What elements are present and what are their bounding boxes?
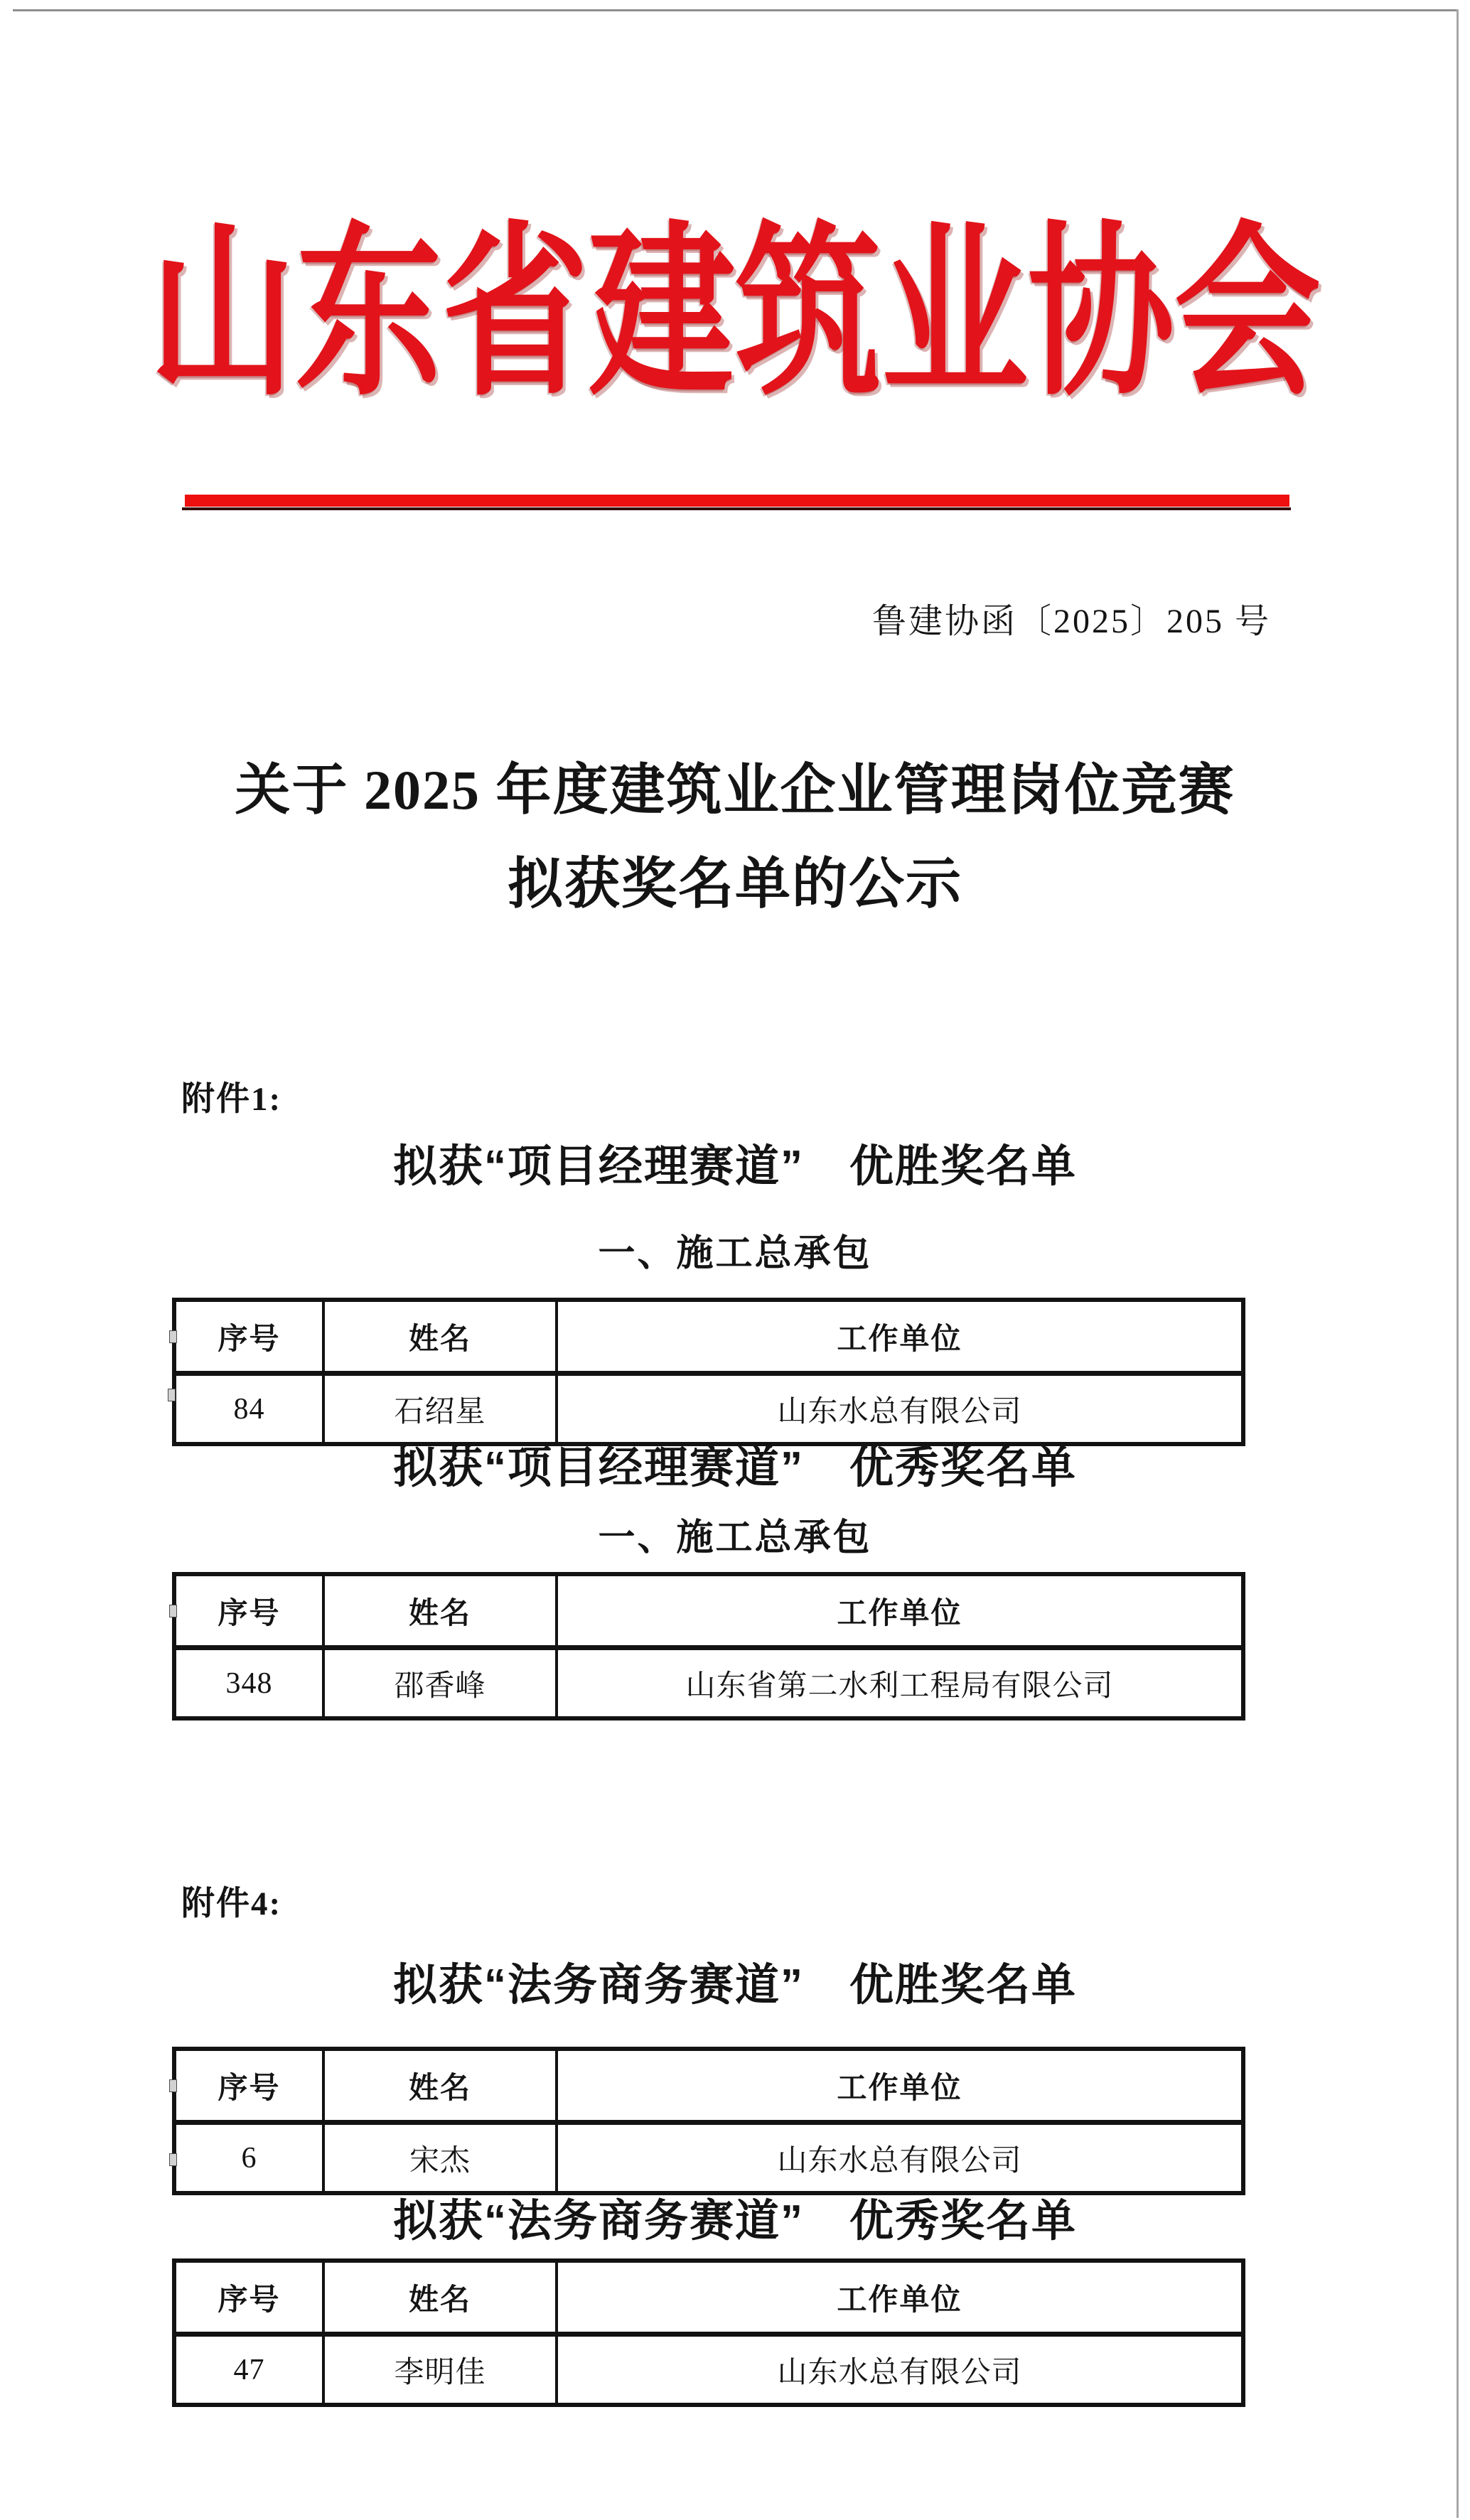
header-cell-unit: 工作单位 [557,2049,1243,2123]
section-2-category: 一、施工总承包 [598,1518,872,1558]
cell-index: 84 [174,1374,323,1445]
table-row [174,2123,1243,2194]
header-cell-name: 姓名 [323,1574,557,1648]
attachment-4-label: 附件4: [181,1885,282,1922]
cell-name: 宋杰 [323,2123,557,2194]
award-table-1 [172,1298,1245,1446]
section-4-subtitle: 拟获“法务商务赛道” 优秀奖名单 [392,2197,1077,2246]
cell-name: 石绍星 [323,1374,557,1445]
header-cell-name: 姓名 [323,1300,557,1374]
scan-edge-top-line [13,9,1457,11]
red-separator-bar [185,495,1289,507]
scan-notch [168,1389,176,1401]
scan-notch [169,1605,177,1617]
section-1-category: 一、施工总承包 [598,1234,872,1274]
scan-notch [169,2153,177,2166]
header-cell-name: 姓名 [323,2261,557,2335]
scan-notch [169,2079,177,2092]
cell-index: 47 [174,2335,323,2406]
award-table-4 [172,2258,1245,2407]
dark-separator-line [182,507,1291,510]
award-table-2 [172,1572,1245,1721]
table-row [174,1648,1243,1719]
cell-unit: 山东水总有限公司 [557,2123,1243,2194]
table-header-row [174,2261,1243,2335]
page-title-line2: 拟获奖名单的公示 [507,853,962,915]
header-cell-index: 序号 [174,1574,323,1648]
cell-index: 348 [174,1648,323,1719]
table-row [174,1374,1243,1445]
org-title: 山东省建筑业协会 [149,210,1321,418]
table-header-row [174,1574,1243,1648]
cell-name: 邵香峰 [323,1648,557,1719]
section-1-subtitle: 拟获“项目经理赛道” 优胜奖名单 [392,1142,1077,1191]
cell-unit: 山东水总有限公司 [557,2335,1243,2406]
section-2-subtitle: 拟获“项目经理赛道” 优秀奖名单 [392,1443,1077,1492]
section-3-subtitle: 拟获“法务商务赛道” 优胜奖名单 [392,1961,1077,2010]
table-header-row [174,2049,1243,2123]
cell-index: 6 [174,2123,323,2194]
header-cell-index: 序号 [174,1300,323,1374]
header-cell-index: 序号 [174,2261,323,2335]
page-title-line1: 关于 2025 年度建筑业企业管理岗位竞赛 [235,759,1235,821]
header-cell-index: 序号 [174,2049,323,2123]
doc-number: 鲁建协函〔2025〕205 号 [871,603,1271,640]
header-cell-name: 姓名 [323,2049,557,2123]
header-cell-unit: 工作单位 [557,1300,1243,1374]
cell-name: 李明佳 [323,2335,557,2406]
award-table-3 [172,2047,1245,2195]
table-row [174,2335,1243,2406]
cell-unit: 山东水总有限公司 [557,1374,1243,1445]
header-cell-unit: 工作单位 [557,2261,1243,2335]
cell-unit: 山东省第二水利工程局有限公司 [557,1648,1243,1719]
attachment-1-label: 附件1: [181,1081,282,1118]
scan-notch [169,1330,177,1343]
header-cell-unit: 工作单位 [557,1574,1243,1648]
table-header-row [174,1300,1243,1374]
